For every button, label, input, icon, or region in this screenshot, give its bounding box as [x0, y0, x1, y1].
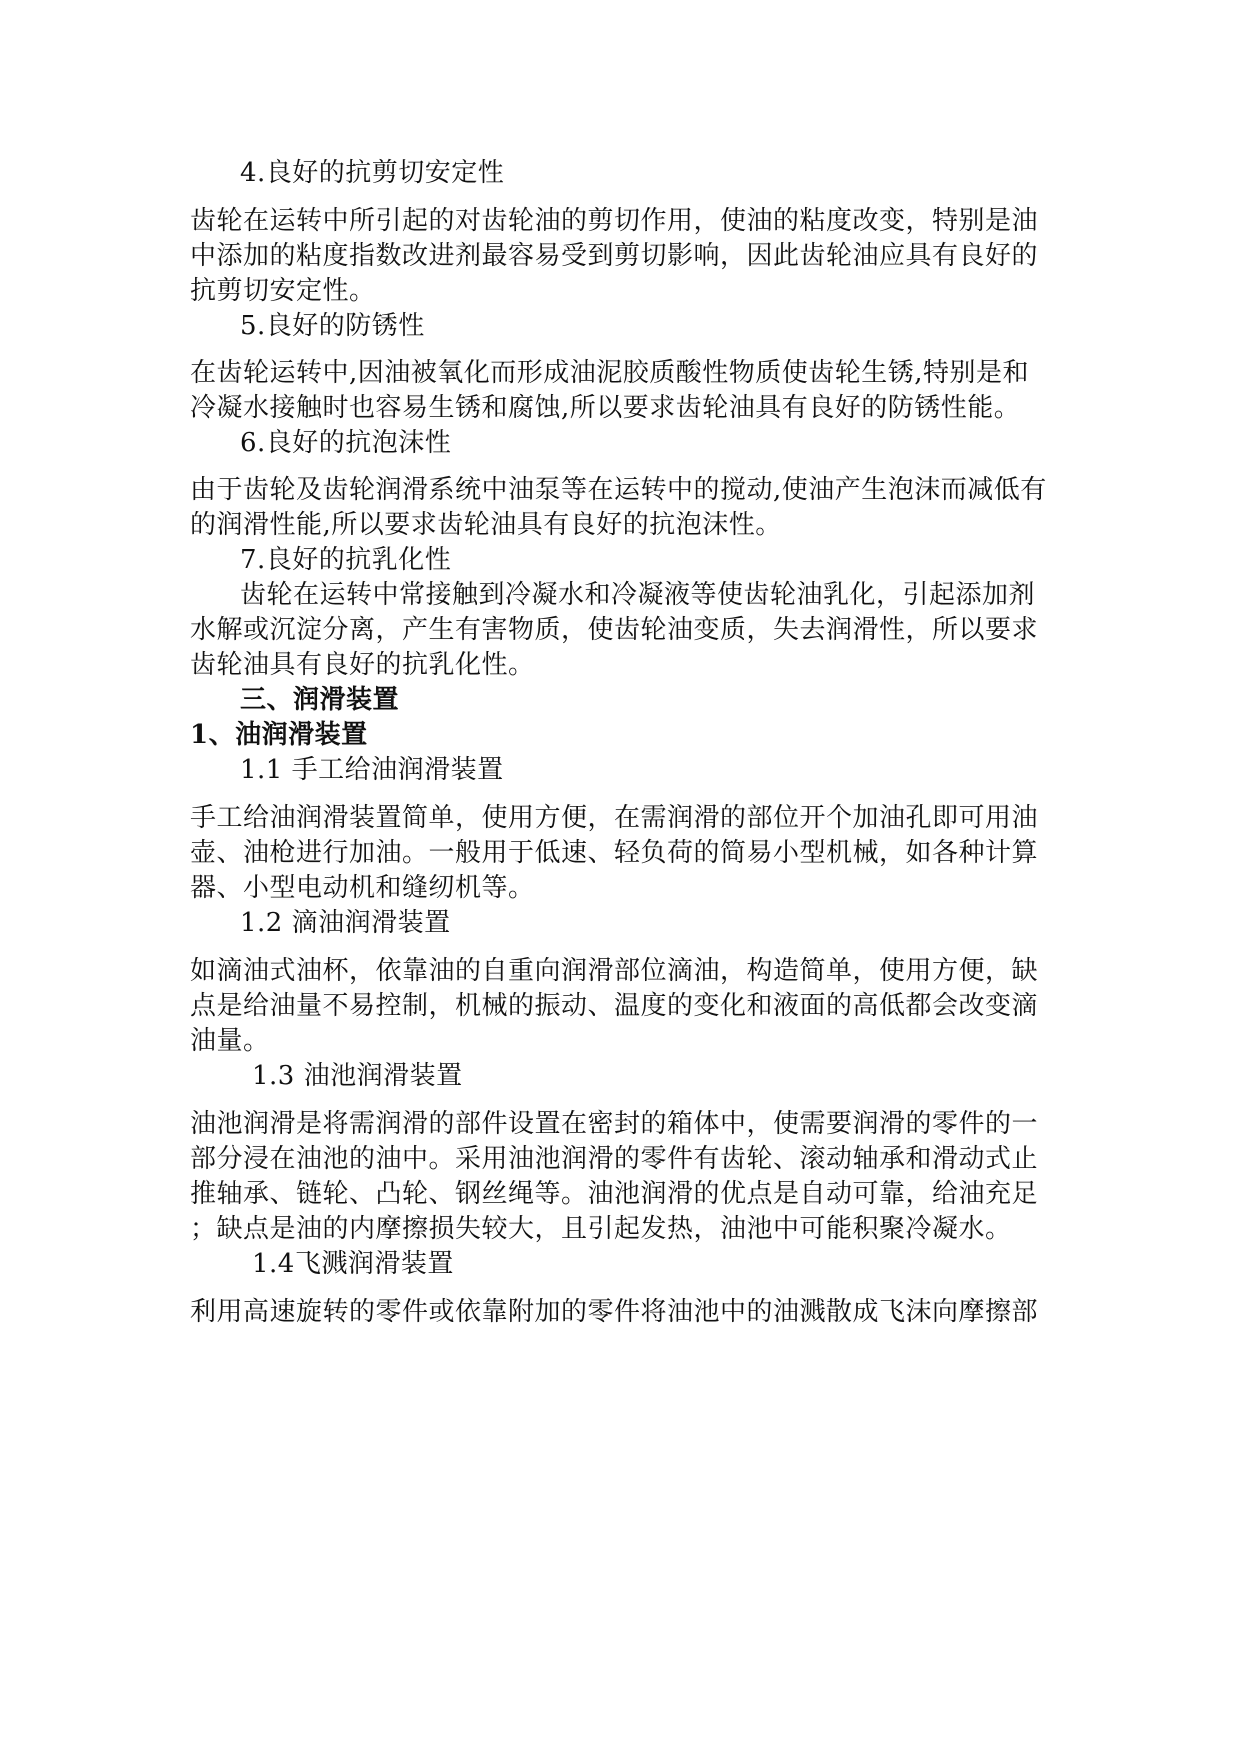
- heading-rust-prevention: 5.良好的防锈性: [240, 311, 425, 341]
- section-heading-lubrication-devices: 三、润滑装置: [240, 685, 400, 715]
- heading-anti-emulsion: 7.良好的抗乳化性: [240, 545, 452, 575]
- paragraph-line: 利用高速旋转的零件或依靠附加的零件将油池中的油溅散成飞沫向摩擦部: [190, 1297, 1039, 1327]
- paragraph-line: 如滴油式油杯，依靠油的自重向润滑部位滴油，构造简单，使用方便，缺: [190, 956, 1039, 986]
- heading-shear-stability: 4.良好的抗剪切安定性: [240, 158, 505, 188]
- paragraph-line: 中添加的粘度指数改进剂最容易受到剪切影响，因此齿轮油应具有良好的: [190, 241, 1039, 271]
- paragraph-line: 推轴承、链轮、凸轮、钢丝绳等。油池润滑的优点是自动可靠，给油充足: [190, 1179, 1039, 1209]
- paragraph-line: 齿轮在运转中所引起的对齿轮油的剪切作用，使油的粘度改变，特别是油: [190, 206, 1039, 236]
- paragraph-line: 部分浸在油池的油中。采用油池润滑的零件有齿轮、滚动轴承和滑动式止: [190, 1144, 1039, 1174]
- paragraph-line: 的润滑性能,所以要求齿轮油具有良好的抗泡沫性。: [190, 510, 782, 540]
- heading-anti-foam: 6.良好的抗泡沫性: [240, 428, 452, 458]
- paragraph-line: 冷凝水接触时也容易生锈和腐蚀,所以要求齿轮油具有良好的防锈性能。: [190, 393, 1021, 423]
- heading-manual-oiling: 1.1 手工给油润滑装置: [240, 755, 504, 785]
- paragraph-line: 油池润滑是将需润滑的部件设置在密封的箱体中，使需要润滑的零件的一: [190, 1109, 1039, 1139]
- heading-oil-bath: 1.3 油池润滑装置: [252, 1061, 463, 1091]
- heading-drip-oiling: 1.2 滴油润滑装置: [240, 908, 451, 938]
- paragraph-line: 点是给油量不易控制，机械的振动、温度的变化和液面的高低都会改变滴: [190, 991, 1039, 1021]
- paragraph-line: 手工给油润滑装置简单，使用方便，在需润滑的部位开个加油孔即可用油: [190, 803, 1039, 833]
- paragraph-line: ；缺点是油的内摩擦损失较大，且引起发热，油池中可能积聚冷凝水。: [190, 1214, 1012, 1244]
- paragraph-line: 齿轮油具有良好的抗乳化性。: [190, 650, 535, 680]
- paragraph-line: 水解或沉淀分离，产生有害物质，使齿轮油变质，失去润滑性，所以要求: [190, 615, 1039, 645]
- paragraph-line: 齿轮在运转中常接触到冷凝水和冷凝液等使齿轮油乳化，引起添加剂: [240, 580, 1036, 610]
- paragraph-line: 油量。: [190, 1026, 270, 1056]
- paragraph-line: 器、小型电动机和缝纫机等。: [190, 873, 535, 903]
- paragraph-line: 抗剪切安定性。: [190, 276, 376, 306]
- heading-splash-lubrication: 1.4飞溅润滑装置: [252, 1249, 454, 1279]
- paragraph-line: 由于齿轮及齿轮润滑系统中油泵等在运转中的搅动,使油产生泡沫而减低有: [190, 475, 1047, 505]
- paragraph-line: 壶、油枪进行加油。一般用于低速、轻负荷的简易小型机械，如各种计算: [190, 838, 1039, 868]
- subsection-heading-oil-lubrication: 1、油润滑装置: [190, 720, 368, 750]
- paragraph-line: 在齿轮运转中,因油被氧化而形成油泥胶质酸性物质使齿轮生锈,特别是和: [190, 358, 1030, 388]
